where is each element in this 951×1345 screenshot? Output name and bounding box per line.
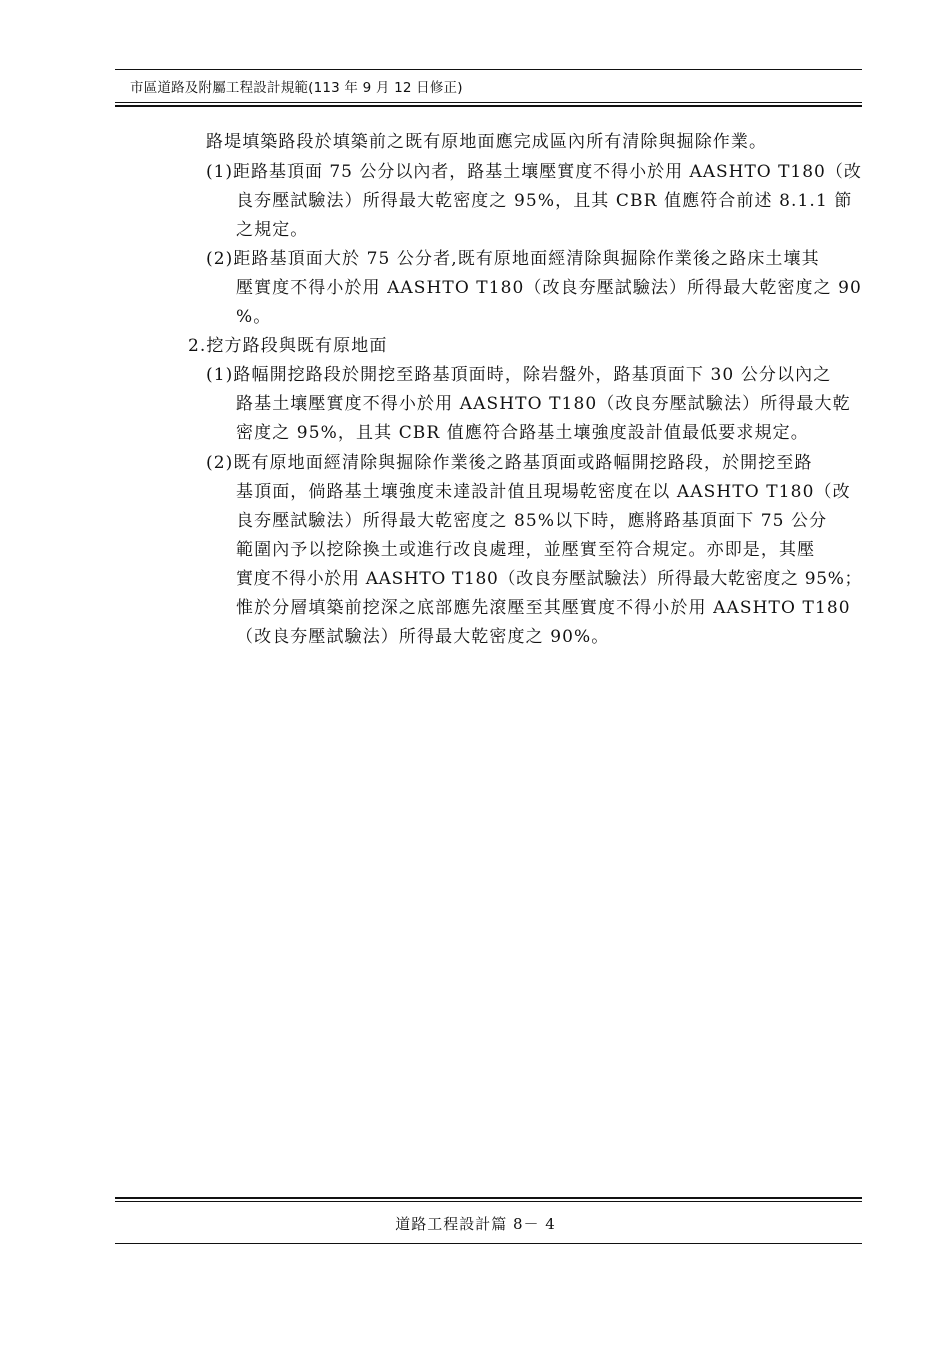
page-number: 道路工程設計篇 8－ 4 — [395, 1215, 556, 1233]
item-1-1-line: (1)距路基頂面 75 公分以內者，路基土壤壓實度不得小於用 AASHTO T180（改 — [206, 162, 862, 182]
item-2-1-line: 密度之 95%，且其 CBR 值應符合路基土壤強度設計值最低要求規定。 — [236, 423, 809, 443]
item-1-2-line: 壓實度不得小於用 AASHTO T180（改良夯壓試驗法）所得最大乾密度之 90 — [236, 278, 862, 298]
item-2-1-line: (1)路幅開挖路段於開挖至路基頂面時，除岩盤外，路基頂面下 30 公分以內之 — [206, 365, 832, 385]
item-2-2-line: (2)既有原地面經清除與掘除作業後之路基頂面或路幅開挖路段，於開挖至路 — [206, 453, 813, 473]
item-2-2-line: 實度不得小於用 AASHTO T180（改良夯壓試驗法）所得最大乾密度之 95%； — [236, 569, 863, 589]
item-2-2-line: （改良夯壓試驗法）所得最大乾密度之 90%。 — [236, 627, 610, 647]
footer-rule-double — [115, 1197, 862, 1199]
header-rule — [115, 102, 862, 103]
section-heading: 2.挖方路段與既有原地面 — [188, 336, 388, 356]
item-2-2-line: 基頂面，倘路基土壤強度未達設計值且現場乾密度在以 AASHTO T180（改 — [236, 482, 851, 502]
document-header: 市區道路及附屬工程設計規範(113 年 9 月 12 日修正) — [130, 80, 463, 96]
item-1-1-line: 良夯壓試驗法）所得最大乾密度之 95%，且其 CBR 值應符合前述 8.1.1 節 — [236, 191, 853, 211]
item-1-2-line: (2)距路基頂面大於 75 公分者,既有原地面經清除與掘除作業後之路床土壤其 — [206, 249, 820, 269]
item-1-1-line: 之規定。 — [236, 220, 309, 240]
footer-bottom-rule — [115, 1243, 862, 1244]
header-top-rule — [115, 69, 862, 70]
item-2-2-line: 良夯壓試驗法）所得最大乾密度之 85%以下時，應將路基頂面下 75 公分 — [236, 511, 828, 531]
paragraph-line: 路堤填築路段於填築前之既有原地面應完成區內所有清除與掘除作業。 — [206, 132, 768, 152]
item-1-2-line: %。 — [236, 307, 272, 327]
item-2-1-line: 路基土壤壓實度不得小於用 AASHTO T180（改良夯壓試驗法）所得最大乾 — [236, 394, 851, 414]
item-2-2-line: 範圍內予以挖除換土或進行改良處理，並壓實至符合規定。亦即是，其壓 — [236, 540, 816, 560]
footer-rule — [115, 1201, 862, 1202]
header-rule-double — [115, 105, 862, 107]
item-2-2-line: 惟於分層填築前挖深之底部應先滾壓至其壓實度不得小於用 AASHTO T180 — [236, 598, 851, 618]
